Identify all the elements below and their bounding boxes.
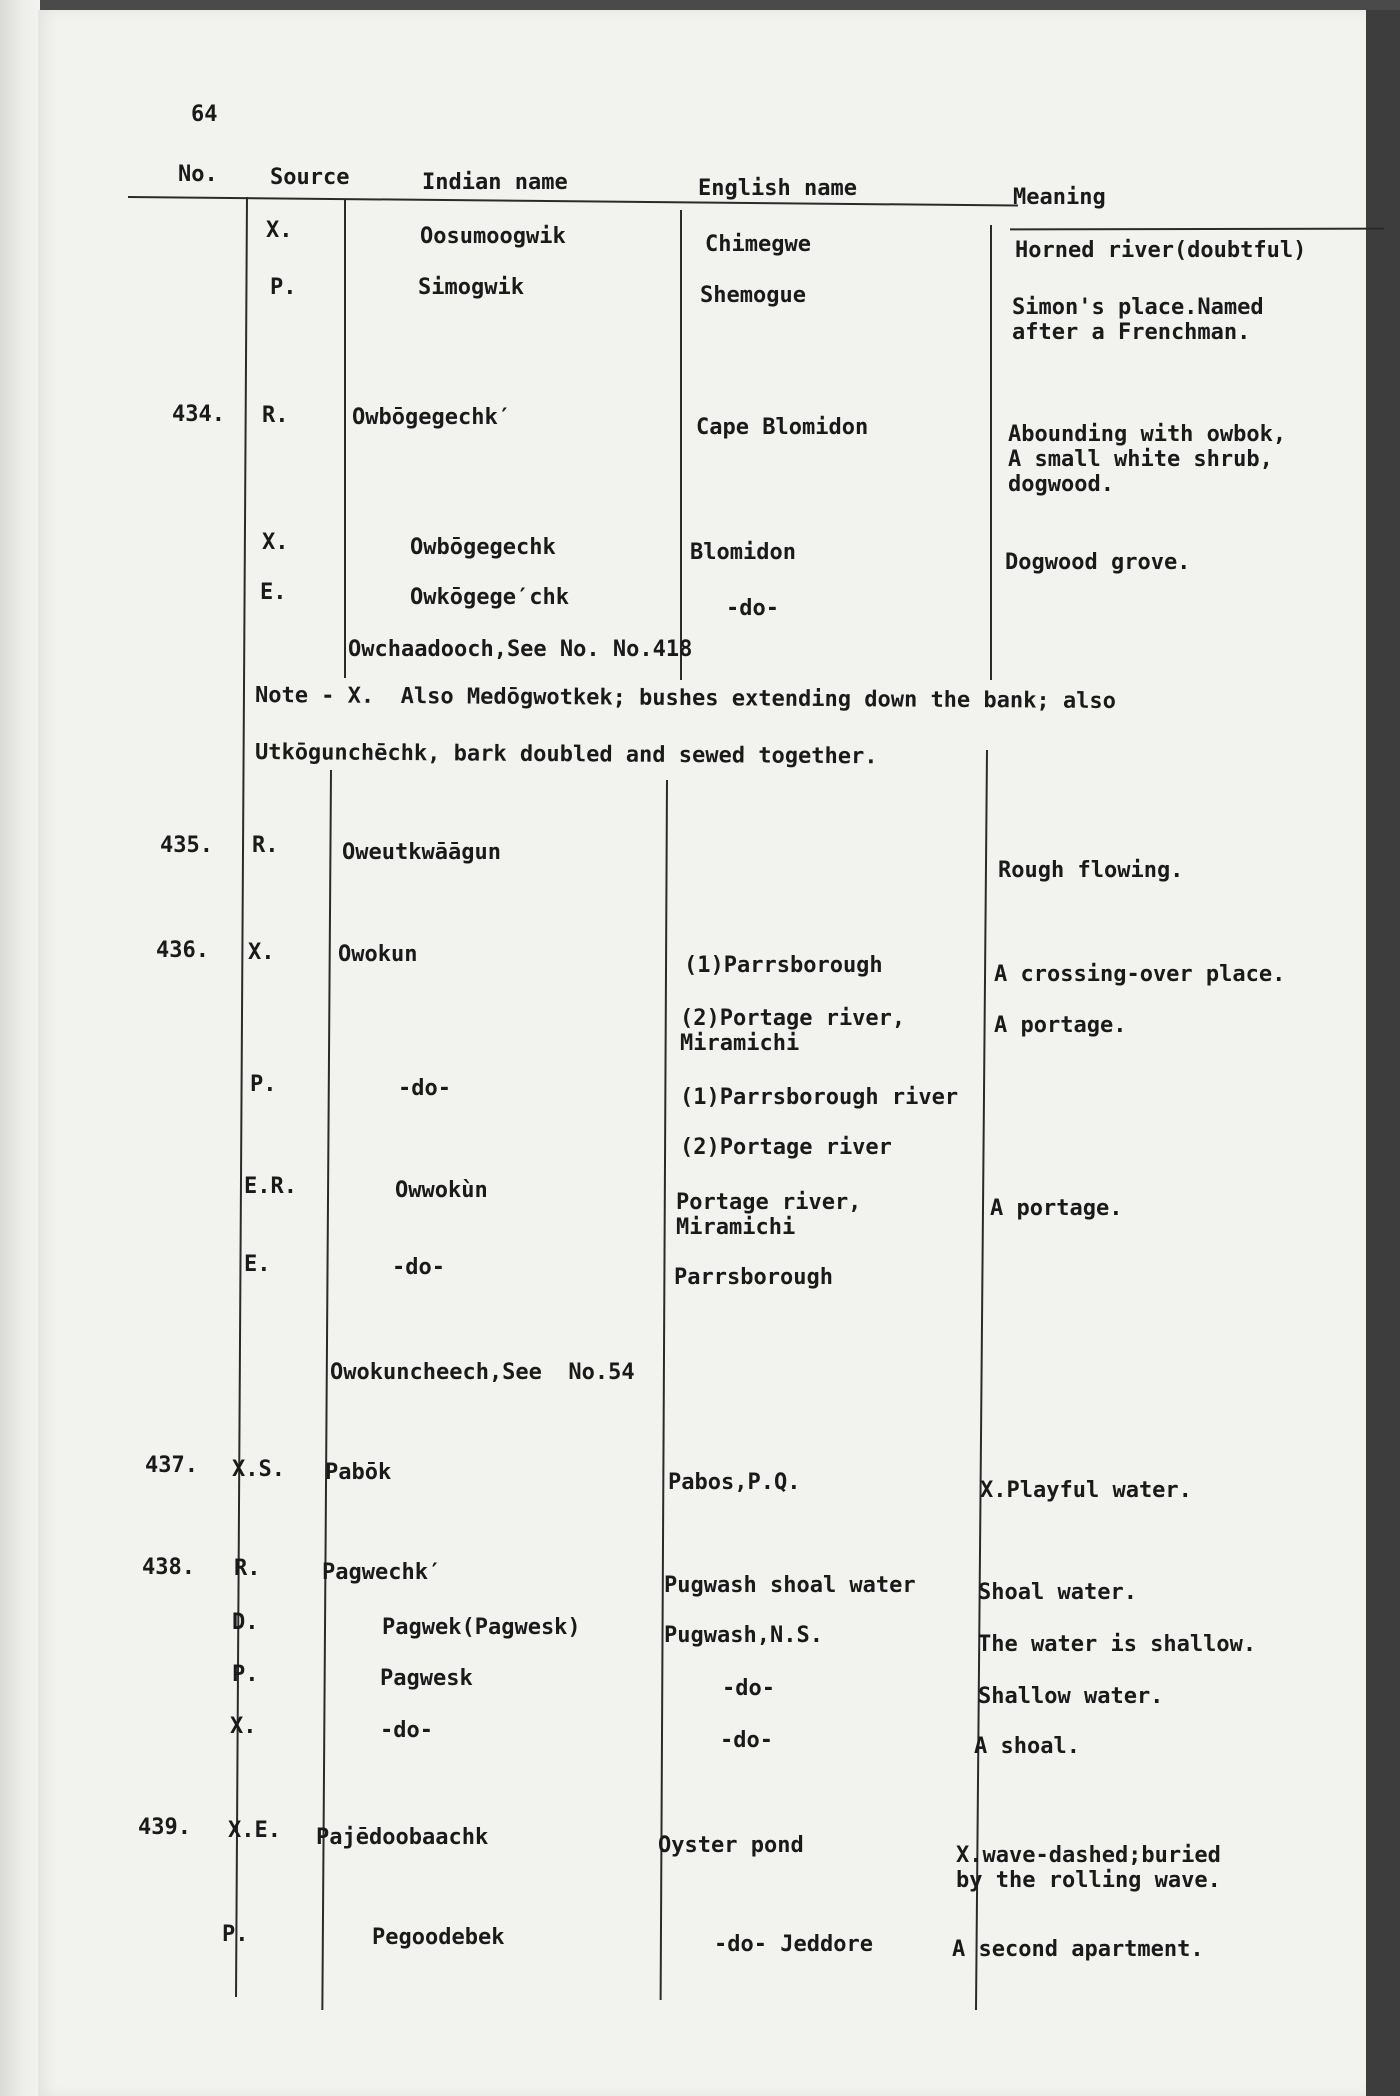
row-meaning: A portage. — [994, 1013, 1127, 1038]
row-indian-name: Oosumoogwik — [420, 224, 566, 249]
row-english-name: Chimegwe — [705, 232, 811, 257]
row-source: X. — [266, 218, 293, 243]
row-meaning: Dogwood grove. — [1005, 550, 1191, 575]
header-english-name: English name — [698, 176, 857, 201]
column-line-indian — [680, 210, 682, 680]
row-english-name: Pugwash shoal water — [664, 1573, 916, 1598]
row-english-name: (2)Portage river, Miramichi — [680, 1006, 906, 1056]
row-indian-name: Pabōk — [325, 1460, 392, 1485]
column-line-english — [990, 225, 992, 680]
row-meaning: A second apartment. — [952, 1937, 1204, 1962]
row-meaning: Shallow water. — [978, 1684, 1164, 1709]
row-source: E.R. — [244, 1174, 297, 1199]
note-line: Utkōgunchēchk, bark doubled and sewed together. — [254, 740, 878, 770]
row-meaning: Simon's place.Named after a Frenchman. — [1012, 295, 1264, 345]
row-indian-name: Owkōgege′chk — [410, 585, 569, 610]
row-number: 434. — [172, 402, 225, 427]
row-source: P. — [232, 1662, 259, 1687]
row-source: E. — [244, 1252, 271, 1277]
header-source: Source — [270, 165, 350, 190]
row-number: 437. — [145, 1453, 198, 1478]
row-source: R. — [262, 403, 289, 428]
row-indian-name: Owokun — [338, 942, 418, 967]
background-edge — [1366, 10, 1400, 2096]
row-indian-name: -do- — [380, 1718, 433, 1743]
row-number: 439. — [138, 1815, 191, 1840]
row-meaning: A portage. — [990, 1196, 1123, 1221]
row-source: R. — [252, 833, 279, 858]
row-source: R. — [234, 1556, 261, 1581]
note-line: Note - X. Also Medōgwotkek; bushes extending down the bank; also — [254, 683, 1117, 715]
row-english-name: Portage river, Miramichi — [676, 1190, 862, 1240]
row-indian-name: Oweutkwāāgun — [342, 840, 501, 865]
row-meaning: X.wave-dashed;buried by the rolling wave. — [956, 1843, 1221, 1893]
row-english-name: Cape Blomidon — [696, 415, 869, 440]
row-english-name: Oyster pond — [658, 1833, 804, 1858]
row-english-name: -do- — [722, 1676, 775, 1701]
row-source: P. — [270, 275, 297, 300]
row-indian-name: Pagwesk — [380, 1666, 473, 1691]
row-meaning: The water is shallow. — [978, 1632, 1257, 1657]
row-number: 436. — [156, 938, 209, 963]
row-number: 438. — [142, 1555, 195, 1580]
row-english-name: -do- — [720, 1728, 773, 1753]
row-meaning: Horned river(doubtful) — [1015, 238, 1307, 263]
row-english-name: -do- Jeddore — [714, 1932, 873, 1957]
row-source: P. — [222, 1922, 249, 1947]
row-indian-name: Owbōgegechk — [410, 535, 556, 560]
row-source: P. — [250, 1072, 277, 1097]
row-meaning: A crossing-over place. — [994, 962, 1286, 987]
row-english-name: Shemogue — [700, 283, 806, 308]
row-indian-name: Owbōgegechk′ — [352, 405, 511, 430]
row-source: E. — [260, 580, 287, 605]
see-reference: Owokuncheech,See No.54 — [330, 1360, 635, 1385]
header-indian-name: Indian name — [422, 170, 568, 195]
row-english-name: Pugwash,N.S. — [664, 1623, 823, 1648]
see-reference: Owchaadooch,See No. No.418 — [348, 637, 693, 662]
row-source: X. — [248, 940, 275, 965]
header-meaning: Meaning — [1013, 185, 1106, 210]
row-meaning: A shoal. — [974, 1734, 1080, 1759]
page-number: 64 — [191, 102, 218, 127]
row-english-name: Pabos,P.Q. — [668, 1470, 801, 1495]
row-number: 435. — [160, 833, 213, 858]
row-english-name: (2)Portage river — [680, 1135, 892, 1160]
row-indian-name: Owwokùn — [395, 1178, 488, 1203]
row-english-name: (1)Parrsborough — [684, 953, 883, 978]
row-meaning: Rough flowing. — [998, 858, 1184, 883]
row-source: X. — [230, 1714, 257, 1739]
row-indian-name: -do- — [398, 1076, 451, 1101]
row-source: X.E. — [228, 1818, 281, 1843]
header-no: No. — [178, 162, 218, 187]
column-line-source — [344, 200, 346, 678]
page-binding — [0, 0, 40, 2096]
row-source: X. — [262, 530, 289, 555]
row-indian-name: Pegoodebek — [372, 1925, 505, 1950]
row-english-name: Parrsborough — [674, 1265, 833, 1290]
row-indian-name: -do- — [392, 1255, 445, 1280]
row-meaning: Shoal water. — [978, 1580, 1137, 1605]
row-meaning: Abounding with owbok, A small white shrub, dogwood. — [1008, 422, 1287, 497]
row-indian-name: Pagwechk′ — [322, 1560, 442, 1585]
row-english-name: (1)Parrsborough river — [680, 1085, 959, 1110]
row-indian-name: Pagwek(Pagwesk) — [382, 1615, 581, 1640]
row-english-name: -do- — [726, 596, 779, 621]
row-indian-name: Pajēdoobaachk — [316, 1825, 489, 1850]
row-source: D. — [232, 1610, 259, 1635]
row-english-name: Blomidon — [690, 540, 796, 565]
row-source: X.S. — [232, 1457, 285, 1482]
row-indian-name: Simogwik — [418, 275, 524, 300]
row-meaning: X.Playful water. — [980, 1478, 1192, 1503]
